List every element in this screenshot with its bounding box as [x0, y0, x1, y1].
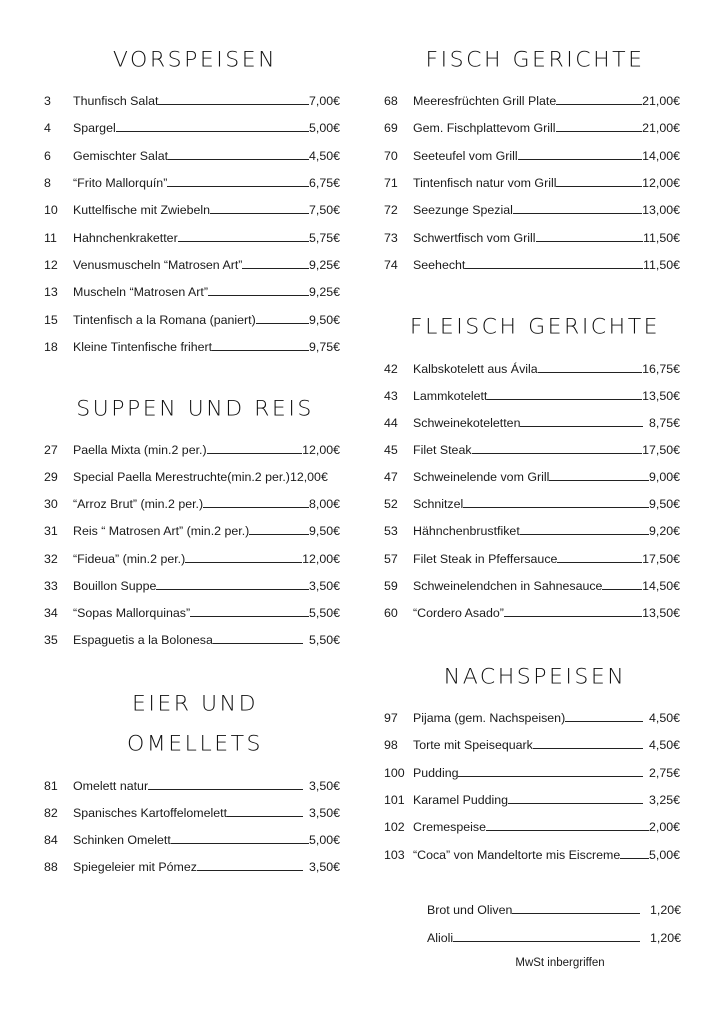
section-title-vorspeisen: VORSPEISEN [112, 48, 278, 73]
item-name: Spiegeleier mit Pómez [73, 860, 197, 874]
menu-item [30, 857, 340, 877]
item-name: “Arroz Brut” (min.2 per.) [73, 497, 204, 511]
item-number: 10 [44, 203, 58, 217]
item-name: “Frito Mallorquín” [73, 176, 168, 190]
item-name: Omelett natur [73, 779, 149, 793]
item-name: “Cordero Asado” [413, 606, 504, 620]
item-price: 13,50€ [642, 389, 680, 403]
menu-item [30, 91, 340, 111]
section-title-suppen-und-reis: SUPPEN UND REIS [76, 397, 314, 422]
item-number: 3 [44, 94, 51, 108]
menu-item [370, 200, 680, 220]
leader-line [168, 146, 309, 160]
menu-item [30, 549, 340, 569]
leader-line [227, 803, 303, 817]
item-number: 6 [44, 149, 51, 163]
item-name: Brot und Oliven [427, 903, 513, 917]
item-name: Schweinelendchen in Sahnesauce [413, 579, 603, 593]
leader-line [116, 118, 309, 132]
leader-line [518, 146, 642, 160]
item-name: Special Paella Merestruchte(min.2 per.) [73, 470, 290, 484]
menu-item [30, 200, 340, 220]
item-number: 45 [384, 443, 398, 457]
menu-item [30, 494, 340, 514]
extra-item [427, 928, 681, 948]
section-title-fisch-gerichte: FISCH GERICHTE [425, 48, 645, 73]
item-number: 44 [384, 416, 398, 430]
item-name: Pijama (gem. Nachspeisen) [413, 711, 566, 725]
section-title-eier-und-omellets-line1: EIER UND [131, 692, 259, 717]
item-price: 4,50€ [648, 738, 680, 752]
item-number: 27 [44, 443, 58, 457]
item-price: 4,50€ [308, 149, 340, 163]
item-price: 12,00€ [302, 443, 340, 457]
item-number: 103 [384, 848, 405, 862]
item-price: 13,50€ [642, 606, 680, 620]
extra-item [427, 900, 681, 920]
item-price: 4,50€ [648, 711, 680, 725]
item-name: Schnitzel [413, 497, 464, 511]
item-price: 5,75€ [308, 231, 340, 245]
item-name: Kleine Tintenfische frihert [73, 340, 213, 354]
leader-line [513, 200, 642, 214]
item-number: 29 [44, 470, 58, 484]
item-name: Muscheln “Matrosen Art” [73, 285, 208, 299]
item-price: 11,50€ [643, 231, 680, 245]
item-name: Pudding [413, 766, 459, 780]
leader-line [486, 817, 649, 831]
menu-item [370, 440, 680, 460]
item-number: 71 [384, 176, 398, 190]
tax-note: MwSt inbergriffen [515, 957, 605, 969]
leader-line [463, 494, 649, 508]
item-price: 9,75€ [308, 340, 340, 354]
leader-line [556, 91, 642, 105]
item-price: 12,00€ [302, 552, 340, 566]
item-price: 1,20€ [649, 931, 681, 945]
item-name: Seezunge Spezial [413, 203, 513, 217]
item-name: Kalbskotelett aus Ávila [413, 362, 538, 376]
menu-item [370, 146, 680, 166]
item-name: Schweinelende vom Grill [413, 470, 550, 484]
item-number: 11 [44, 231, 57, 245]
item-price: 7,50€ [308, 203, 340, 217]
leader-line [472, 440, 643, 454]
item-number: 43 [384, 389, 398, 403]
item-number: 42 [384, 362, 398, 376]
item-name: “Fideua” (min.2 per.) [73, 552, 186, 566]
menu-item [30, 576, 340, 596]
item-price: 16,75€ [642, 362, 680, 376]
leader-line [487, 386, 642, 400]
leader-line [256, 310, 309, 324]
item-number: 102 [384, 820, 405, 834]
leader-line [536, 228, 643, 242]
item-name: Cremespeise [413, 820, 486, 834]
item-name: Schwertfisch vom Grill [413, 231, 536, 245]
item-name: Tintenfisch natur vom Grill [413, 176, 557, 190]
leader-line [520, 413, 643, 427]
leader-line [556, 118, 643, 132]
menu-item [370, 494, 680, 514]
menu-item [370, 228, 680, 248]
item-name: Spanisches Kartoffelomelett [73, 806, 228, 820]
leader-line [538, 359, 642, 373]
item-number: 73 [384, 231, 398, 245]
item-price: 1,20€ [649, 903, 681, 917]
item-number: 69 [384, 121, 398, 135]
leader-line [167, 173, 309, 187]
item-number: 34 [44, 606, 58, 620]
leader-line [565, 708, 643, 722]
leader-line [156, 576, 309, 590]
item-price: 2,00€ [648, 820, 680, 834]
item-number: 18 [44, 340, 58, 354]
item-price: 21,00€ [642, 121, 680, 135]
item-name: Reis “ Matrosen Art” (min.2 per.) [73, 524, 250, 538]
item-name: “Sopas Mallorquinas” [73, 606, 191, 620]
item-number: 4 [44, 121, 51, 135]
menu-item [30, 310, 340, 330]
leader-line [178, 228, 309, 242]
item-name: Thunfisch Salat [73, 94, 159, 108]
item-number: 98 [384, 738, 398, 752]
item-name: Kuttelfische mit Zwiebeln [73, 203, 211, 217]
leader-line [197, 857, 303, 871]
item-number: 68 [384, 94, 398, 108]
item-name: Hähnchenbrustfiket [413, 524, 520, 538]
menu-item [30, 803, 340, 823]
item-number: 72 [384, 203, 398, 217]
leader-line [185, 549, 302, 563]
leader-line [512, 900, 640, 914]
menu-item [370, 817, 680, 837]
leader-line [557, 549, 642, 563]
menu-item [370, 549, 680, 569]
item-price: 21,00€ [642, 94, 680, 108]
item-name: Seeteufel vom Grill [413, 149, 518, 163]
section-title-fleisch-gerichte: FLEISCH GERICHTE [409, 315, 661, 340]
leader-line [458, 763, 643, 777]
menu-item [30, 521, 340, 541]
item-number: 32 [44, 552, 58, 566]
item-number: 47 [384, 470, 398, 484]
item-name: Hahnchenkraketter [73, 231, 178, 245]
item-number: 88 [44, 860, 58, 874]
menu-item [370, 91, 680, 111]
item-number: 81 [44, 779, 58, 793]
item-number: 30 [44, 497, 58, 511]
item-name: Filet Steak in Pfeffersauce [413, 552, 558, 566]
item-price: 9,20€ [648, 524, 680, 538]
item-number: 82 [44, 806, 58, 820]
menu-item [30, 118, 340, 138]
menu-item [370, 603, 680, 623]
item-price: 2,75€ [648, 766, 680, 780]
item-name: “Coca” von Mandeltorte mis Eiscreme [413, 848, 621, 862]
menu-item [30, 830, 340, 850]
item-price: 9,50€ [308, 524, 340, 538]
item-number: 97 [384, 711, 398, 725]
menu-item [370, 467, 680, 487]
item-price: 8,75€ [648, 416, 680, 430]
item-price: 8,00€ [308, 497, 340, 511]
leader-line [549, 467, 649, 481]
menu-item [30, 630, 340, 650]
item-price: 12,00€ [642, 176, 680, 190]
item-number: 57 [384, 552, 398, 566]
leader-line [207, 440, 303, 454]
leader-line [212, 337, 309, 351]
item-price: 14,50€ [642, 579, 680, 593]
item-name: Torte mit Speisequark [413, 738, 533, 752]
item-number: 8 [44, 176, 51, 190]
item-number: 31 [44, 524, 58, 538]
item-price: 9,25€ [308, 258, 340, 272]
leader-line [148, 776, 303, 790]
menu-item [370, 173, 680, 193]
item-number: 52 [384, 497, 398, 511]
item-price: 5,50€ [308, 633, 340, 647]
leader-line [158, 91, 309, 105]
item-number: 74 [384, 258, 398, 272]
item-price: 3,50€ [308, 806, 340, 820]
item-name: Bouillon Suppe [73, 579, 157, 593]
item-name: Paella Mixta (min.2 per.) [73, 443, 207, 457]
menu-item [370, 708, 680, 728]
item-number: 100 [384, 766, 405, 780]
item-price: 5,00€ [308, 833, 340, 847]
menu-item [30, 776, 340, 796]
leader-line [465, 255, 643, 269]
item-price: 9,00€ [648, 470, 680, 484]
leader-line [242, 255, 309, 269]
menu-item [30, 440, 340, 460]
menu-item [30, 282, 340, 302]
leader-line [602, 576, 642, 590]
leader-line [504, 603, 642, 617]
menu-item [370, 790, 680, 810]
menu-item [370, 576, 680, 596]
menu-item [370, 735, 680, 755]
menu-item [30, 146, 340, 166]
menu-item [370, 255, 680, 275]
leader-line [533, 735, 643, 749]
leader-line [620, 845, 649, 859]
item-price: 14,00€ [642, 149, 680, 163]
item-price: 11,50€ [643, 258, 680, 272]
leader-line [171, 830, 309, 844]
item-name: Tintenfisch a la Romana (paniert) [73, 313, 256, 327]
leader-line [210, 200, 309, 214]
item-name: Karamel Pudding [413, 793, 509, 807]
item-number: 84 [44, 833, 58, 847]
item-number: 12 [44, 258, 58, 272]
item-price: 3,50€ [308, 579, 340, 593]
menu-item [370, 118, 680, 138]
leader-line [508, 790, 643, 804]
item-name: Schweinekoteletten [413, 416, 521, 430]
item-price: 6,75€ [308, 176, 340, 190]
menu-item [30, 255, 340, 275]
item-number: 70 [384, 149, 398, 163]
leader-line [453, 928, 640, 942]
menu-item [30, 603, 340, 623]
menu-item [30, 228, 340, 248]
item-number: 101 [384, 793, 405, 807]
item-name: Alioli [427, 931, 454, 945]
item-name: Schinken Omelett [73, 833, 171, 847]
section-title-nachspeisen: NACHSPEISEN [443, 665, 627, 690]
menu-item [370, 845, 680, 865]
item-price: 9,25€ [308, 285, 340, 299]
item-price: 3,25€ [648, 793, 680, 807]
item-number: 35 [44, 633, 58, 647]
menu-item [370, 763, 680, 783]
leader-line [556, 173, 642, 187]
item-price: 9,50€ [308, 313, 340, 327]
item-price: 9,50€ [648, 497, 680, 511]
item-name: Gem. Fischplattevom Grill [413, 121, 556, 135]
item-name: Spargel [73, 121, 116, 135]
leader-line [203, 494, 309, 508]
item-price: 17,50€ [642, 552, 680, 566]
item-number: 59 [384, 579, 398, 593]
menu-item [370, 359, 680, 379]
item-name: Seehecht [413, 258, 466, 272]
item-name: Venusmuscheln “Matrosen Art” [73, 258, 243, 272]
leader-line [249, 521, 309, 535]
item-number: 15 [44, 313, 58, 327]
item-name: Filet Steak [413, 443, 472, 457]
menu-item [30, 173, 340, 193]
item-number: 13 [44, 285, 58, 299]
item-price: 5,50€ [308, 606, 340, 620]
item-price: 12,00€ [289, 470, 328, 484]
item-number: 60 [384, 606, 398, 620]
item-name: Gemischter Salat [73, 149, 169, 163]
leader-line [520, 521, 649, 535]
item-name: Meeresfrüchten Grill Plate [413, 94, 557, 108]
item-price: 3,50€ [308, 860, 340, 874]
menu-item [30, 337, 340, 357]
item-price: 7,00€ [308, 94, 340, 108]
menu-item [370, 413, 680, 433]
section-title-eier-und-omellets-line2: OMELLETS [126, 732, 263, 757]
item-price: 3,50€ [308, 779, 340, 793]
item-price: 5,00€ [308, 121, 340, 135]
menu-item [30, 467, 340, 487]
item-name: Espaguetis a la Bolonesa [73, 633, 213, 647]
item-price: 13,00€ [642, 203, 680, 217]
leader-line [190, 603, 309, 617]
menu-item [370, 386, 680, 406]
leader-line [208, 282, 309, 296]
menu-item [370, 521, 680, 541]
item-price: 17,50€ [642, 443, 680, 457]
leader-line [213, 630, 303, 644]
item-price: 5,00€ [648, 848, 680, 862]
item-number: 53 [384, 524, 398, 538]
item-name: Lammkotelett [413, 389, 488, 403]
item-number: 33 [44, 579, 58, 593]
